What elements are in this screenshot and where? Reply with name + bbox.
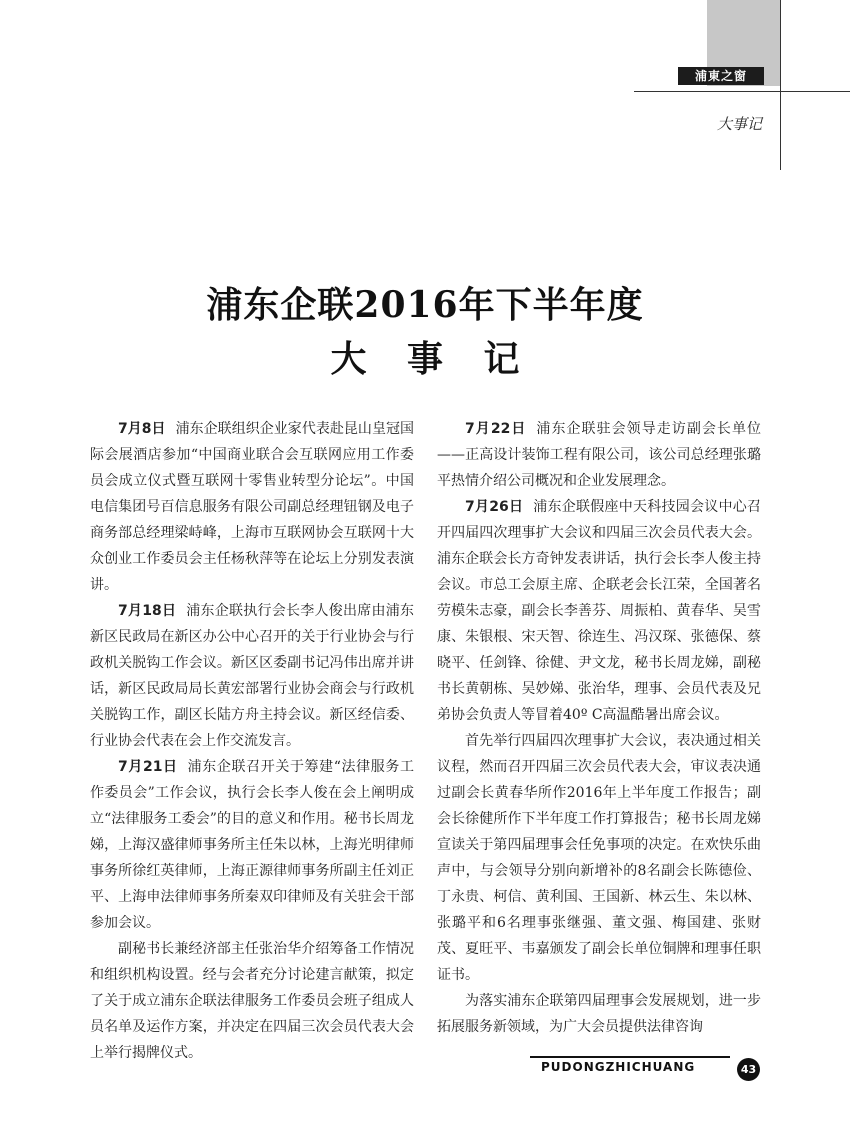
entry-text: 浦东企联假座中天科技园会议中心召开四届四次理事扩大会议和四届三次会员代表大会。浦东企联会长方奇钟发表讲话，执行会长李人俊主持会议。市总工会原主席、企联老会长江荣，全国著名劳模朱志豪，副会长李善芬、周振柏、黄春华、吴雪康、朱银根、宋天智、徐连生、冯汉琛、张德保、蔡晓平、任剑锋、徐健、尹文龙，秘书长周龙娣，副秘书长黄朝栋、吴妙娣、张治华，理事、会员代表及兄弟协会负责人等冒着40º C高温酷暑出席会议。 (437, 499, 761, 723)
entry-paragraph (90, 936, 414, 1066)
header-vertical-rule (780, 0, 781, 170)
page-number: 43 (737, 1058, 760, 1081)
entry-paragraph (90, 416, 414, 598)
entry-text: 浦东企联组织企业家代表赴昆山皇冠国际会展酒店参加“中国商业联合会互联网应用工作委员会成立仪式暨互联网十零售业转型分论坛”。中国电信集团号百信息服务有限公司副总经理钮钢及电子商务部总经理梁峙峰，上海市互联网协会互联网十大众创业工作委员会主任杨秋萍等在论坛上分别发表演讲。 (90, 421, 415, 593)
article-subtitle: 大 事 记 (330, 338, 534, 380)
entry-text: 浦东企联召开关于筹建“法律服务工作委员会”工作会议，执行会长李人俊在会上阐明成立“法律服务工委会”的目的意义和作用。秘书长周龙娣，上海汉盛律师事务所主任朱以林，上海光明律师事务所徐红英律师，上海正源律师事务所副主任刘正平、上海申法律师事务所秦双印律师及有关驻会干部参加会议。 (90, 759, 414, 931)
entry-paragraph (437, 416, 761, 494)
entry-paragraph (90, 598, 414, 754)
header-horizontal-rule (634, 91, 850, 92)
footer-magazine-name: PUDONGZHICHUANG (541, 1060, 696, 1074)
entry-text: 为落实浦东企联第四届理事会发展规划，进一步拓展服务新领域，为广大会员提供法律咨询 (437, 993, 761, 1035)
entry-date: 7月21日 (118, 759, 178, 775)
entry-text: 浦东企联驻会领导走访副会长单位——正高设计装饰工程有限公司，该公司总经理张璐平热情介绍公司概况和企业发展理念。 (437, 421, 762, 489)
article-title: 浦东企联2016年下半年度 (206, 284, 644, 326)
right-column (437, 416, 761, 1040)
entry-date: 7月8日 (118, 421, 166, 437)
entry-paragraph (437, 988, 761, 1040)
entry-date: 7月18日 (118, 603, 177, 619)
entry-text: 副秘书长兼经济部主任张治华介绍筹备工作情况和组织机构设置。经与会者充分讨论建言献策，拟定了关于成立浦东企联法律服务工作委员会班子组成人员名单及运作方案，并决定在四届三次会员代表大会上举行揭牌仪式。 (90, 941, 414, 1061)
section-label: 大事记 (716, 115, 762, 133)
entry-date: 7月22日 (465, 421, 527, 437)
magazine-name: 浦東之窗 (694, 69, 747, 83)
entry-paragraph (90, 754, 414, 936)
left-column (90, 416, 414, 1066)
entry-date: 7月26日 (465, 499, 524, 515)
entry-paragraph (437, 728, 761, 988)
magazine-name-badge (678, 67, 764, 85)
footer-rule (530, 1056, 730, 1058)
entry-paragraph (437, 494, 761, 728)
entry-text: 浦东企联执行会长李人俊出席由浦东新区民政局在新区办公中心召开的关于行业协会与行政机关脱钩工作会议。新区区委副书记冯伟出席并讲话，新区民政局局长黄宏部署行业协会商会与行政机关脱钩工作，副区长陆方舟主持会议。新区经信委、行业协会代表在会上作交流发言。 (90, 603, 414, 749)
entry-text: 首先举行四届四次理事扩大会议，表决通过相关议程，然而召开四届三次会员代表大会，审议表决通过副会长黄春华所作2016年上半年度工作报告；副会长徐健所作下半年度工作打算报告；秘书长周龙娣宣读关于第四届理事会任免事项的决定。在欢快乐曲声中，与会领导分别向新增补的8名副会长陈德俭、丁永贵、柯信、黄利国、王国新、林云生、朱以林、张璐平和6名理事张继强、董文强、梅国建、张财茂、夏旺平、韦嘉颁发了副会长单位铜牌和理事任职证书。 (437, 733, 761, 983)
